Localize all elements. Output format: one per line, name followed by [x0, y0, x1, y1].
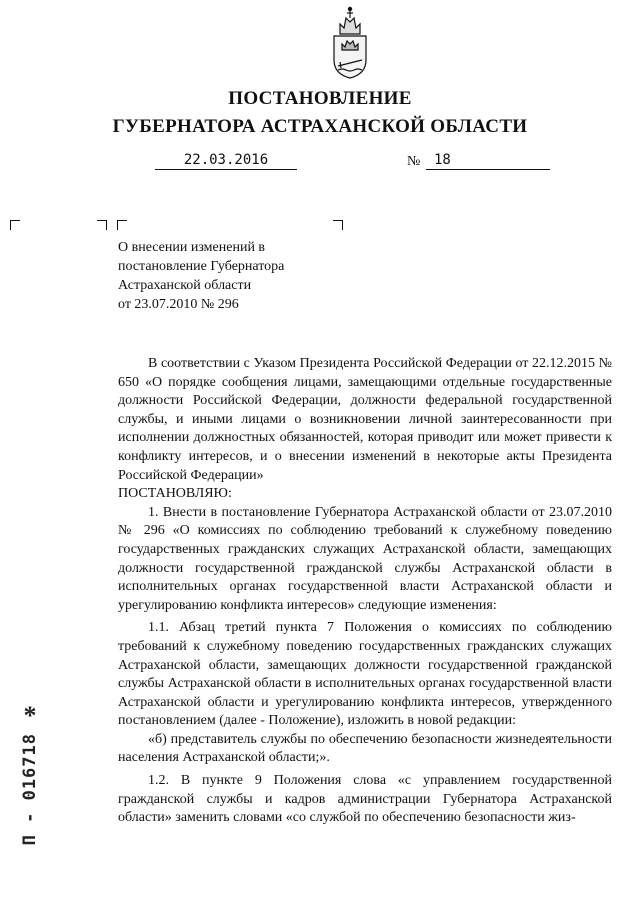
subject-line: постановление Губернатора: [118, 259, 285, 274]
clause-1-1-quote: «б) представитель службы по обеспечению безопасности жизнедеятельности населения Астраханской области;».: [118, 731, 612, 766]
coat-of-arms-icon: [326, 4, 374, 82]
issuer-title: ГУБЕРНАТОРА АСТРАХАНСКОЙ ОБЛАСТИ: [112, 116, 528, 137]
number-label: №: [407, 154, 421, 169]
serial-number-stamp: [20, 701, 40, 875]
corner-mark: [97, 220, 107, 230]
clause-1-2: 1.2. В пункте 9 Положения слова «с управлением государственной гражданской службы и кадров администрации Губернатора Астраханской области» заменить словами «со службой по обеспечению безопасности жиз-: [118, 773, 612, 826]
subject-line: О внесении изменений в: [118, 240, 266, 255]
subject-line: от 23.07.2010 № 296: [118, 297, 239, 312]
clause-1: 1. Внести в постановление Губернатора Астраханской области от 23.07.2010 № 296 «О комиссиях по соблюдению требований к служебному поведению государственных гражданских служащих Астраханской области, замещающих должности государственной гражданской службы Астраханской области в исполнительных органах государственной власти Астраханской области и урегулированию конфликта интересов» следующие изменения:: [118, 504, 612, 613]
resolution-keyword: ПОСТАНОВЛЯЮ:: [118, 486, 232, 502]
document-body: [118, 355, 612, 828]
corner-mark: [10, 220, 20, 230]
document-number: 18: [426, 152, 550, 170]
document-subject: [118, 238, 284, 314]
serial-star: *: [23, 701, 37, 730]
corner-mark: [333, 220, 343, 230]
serial-number: П - 016718: [20, 733, 40, 846]
document-type-title: ПОСТАНОВЛЕНИЕ: [228, 88, 412, 109]
preamble-paragraph: В соответствии с Указом Президента Российской Федерации от 22.12.2015 № 650 «О порядке сообщения лицами, замещающими отдельные государственные должности Российской Федерации, должности федеральной государственной службы, и иными лицами о возникновении личной заинтересованности при исполнении должностных обязанностей, которая приводит или может привести к конфликту интересов, и о внесении изменений в некоторые акты Президента Российской Федерации»: [118, 356, 612, 483]
document-date: 22.03.2016: [155, 152, 297, 170]
subject-line: Астраханской области: [118, 278, 252, 293]
corner-mark: [117, 220, 127, 230]
clause-1-1: 1.1. Абзац третий пункта 7 Положения о комиссиях по соблюдению требований к служебному поведению государственных гражданских служащих Астраханской области, замещающих должности государственной гражданской службы Астраханской области в исполнительных органах государственной власти Астраханской области и урегулированию конфликта интересов, утвержденного постановлением (далее - Положение), изложить в новой редакции:: [118, 620, 612, 729]
